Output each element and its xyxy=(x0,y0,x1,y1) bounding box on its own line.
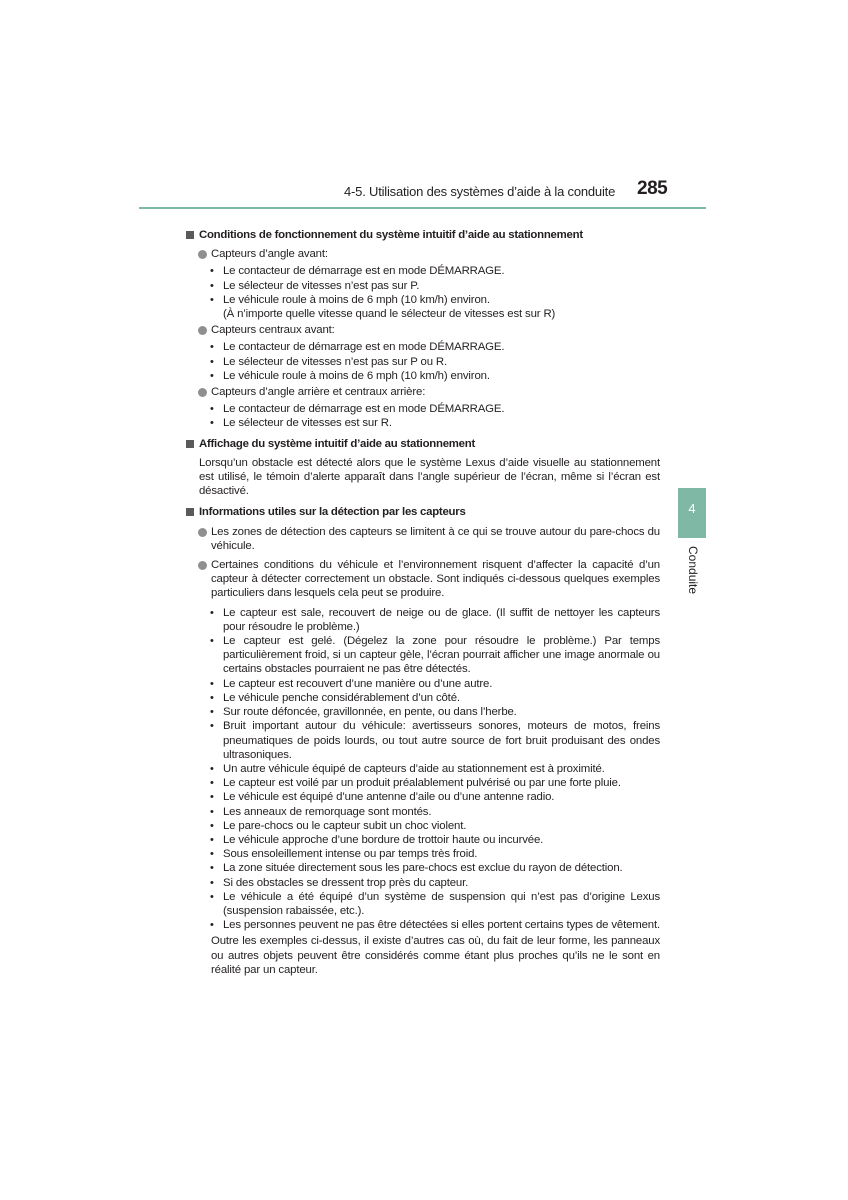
list-item: • Les personnes peuvent ne pas être détectées si elles portent certains types de vêtement. xyxy=(210,919,661,932)
subheading-front-corner-sensors: Capteurs d’angle avant: xyxy=(186,247,660,261)
list-item: • Le capteur est gelé. (Dégelez la zone pour résoudre le problème.) Par temps particulièrement froid, si un capteur gèle, l’écran pourrait afficher une image anormale ou certains obstacles pourraient ne pas être détectés. xyxy=(210,635,660,676)
running-header-title: 4-5. Utilisation des systèmes d’aide à la conduite xyxy=(344,184,616,199)
section-paragraph: Lorsqu’un obstacle est détecté alors que le système Lexus d’aide visuelle au stationnement est utilisé, le témoin d’alerte apparaît dans l’angle supérieur de l’écran, même si l’écran est désactivé. xyxy=(199,456,660,498)
list-item: • Le pare-chocs ou le capteur subit un choc violent. xyxy=(210,819,467,832)
list-item: • Sous ensoleillement intense ou par temps très froid. xyxy=(210,848,478,861)
list-item: • Le sélecteur de vitesses n’est pas sur P ou R. xyxy=(210,355,447,368)
section-heading: Affichage du système intuitif d’aide au stationnement xyxy=(186,437,660,451)
list-item: • Bruit important autour du véhicule: avertisseurs sonores, moteurs de motos, freins pneumatiques de poids lourds, ou tout autre source de fort bruit produisant des ondes ultrasoniques. xyxy=(210,720,660,761)
subheading-rear-sensors: Capteurs d’angle arrière et centraux arrière: xyxy=(186,385,660,399)
square-bullet-icon xyxy=(186,440,194,448)
circle-bullet-icon xyxy=(198,388,207,397)
circle-bullet-icon xyxy=(198,250,207,259)
info-point: Certaines conditions du véhicule et l’environnement risquent d’affecter la capacité d’un capteur à détecter correctement un obstacle. Sont indiqués ci-dessous quelques exemples particuliers dans lesquels cela peut se produire. xyxy=(186,558,660,601)
list-item: • Le contacteur de démarrage est en mode DÉMARRAGE. xyxy=(210,403,505,416)
bullet-list xyxy=(186,402,660,430)
list-item: • Le capteur est recouvert d’une manière ou d’une autre. xyxy=(210,677,493,690)
chapter-name-label: Conduite xyxy=(686,546,700,595)
list-item: • Le véhicule penche considérablement d’un côté. xyxy=(210,691,460,704)
list-item: • Le contacteur de démarrage est en mode DÉMARRAGE. xyxy=(210,341,505,354)
list-item: • Sur route défoncée, gravillonnée, en pente, ou dans l’herbe. xyxy=(210,706,517,719)
section-operating-conditions xyxy=(186,228,660,431)
info-point: Les zones de détection des capteurs se limitent à ce qui se trouve autour du pare-chocs du véhicule. xyxy=(186,525,660,553)
bullet-note: (À n’importe quelle vitesse quand le sélecteur de vitesses est sur R) xyxy=(223,308,556,321)
header-rule xyxy=(139,207,706,209)
circle-bullet-icon xyxy=(198,326,207,335)
section-sensor-detection-info xyxy=(186,505,660,977)
page-body xyxy=(186,228,660,977)
list-item: • Le capteur est voilé par un produit préalablement pulvérisé ou par une forte pluie. xyxy=(210,777,621,790)
circle-bullet-icon xyxy=(198,561,207,570)
list-item: • Le véhicule a été équipé d’un système de suspension qui n’est pas d’origine Lexus (suspension rabaissée, etc.). xyxy=(210,890,660,917)
closing-paragraph: Outre les exemples ci-dessus, il existe d’autres cas où, du fait de leur forme, les panneaux ou autres objets peuvent être considérés comme étant plus proches qu’ils ne le sont en réalité par un capteur. xyxy=(211,935,660,976)
section-heading: Conditions de fonctionnement du système intuitif d’aide au stationnement xyxy=(186,228,660,242)
bullet-list xyxy=(186,340,660,383)
page-number: 285 xyxy=(637,178,668,199)
section-display xyxy=(186,437,660,499)
bullet-list xyxy=(186,264,660,321)
bullet-list xyxy=(186,606,660,933)
list-item: • Le véhicule est équipé d’une antenne d’aile ou d’une antenne radio. xyxy=(210,791,555,804)
subheading-front-center-sensors: Capteurs centraux avant: xyxy=(186,323,660,337)
list-item: • Le sélecteur de vitesses est sur R. xyxy=(210,417,392,430)
list-item: • La zone située directement sous les pare-chocs est exclue du rayon de détection. xyxy=(210,862,623,875)
square-bullet-icon xyxy=(186,508,194,516)
square-bullet-icon xyxy=(186,231,194,239)
list-item: • Un autre véhicule équipé de capteurs d’aide au stationnement est à proximité. xyxy=(210,762,605,775)
list-item: • Les anneaux de remorquage sont montés. xyxy=(210,805,432,818)
list-item: • Le contacteur de démarrage est en mode DÉMARRAGE. xyxy=(210,265,505,278)
circle-bullet-icon xyxy=(198,528,207,537)
chapter-number-tab: 4 xyxy=(678,488,706,538)
list-item: • Le véhicule roule à moins de 6 mph (10 km/h) environ. (À n’importe quelle vitesse quand le sélecteur de vitesses est sur R) xyxy=(210,293,556,321)
list-item: • Si des obstacles se dressent trop près du capteur. xyxy=(210,876,469,889)
list-item: • Le sélecteur de vitesses n’est pas sur P. xyxy=(210,279,420,292)
list-item: • Le véhicule roule à moins de 6 mph (10 km/h) environ. xyxy=(210,369,490,382)
section-heading: Informations utiles sur la détection par les capteurs xyxy=(186,505,660,519)
list-item: • Le capteur est sale, recouvert de neige ou de glace. (Il suffit de nettoyer les capteurs pour résoudre le problème.) xyxy=(210,606,660,633)
list-item: • Le véhicule approche d’une bordure de trottoir haute ou incurvée. xyxy=(210,833,544,846)
